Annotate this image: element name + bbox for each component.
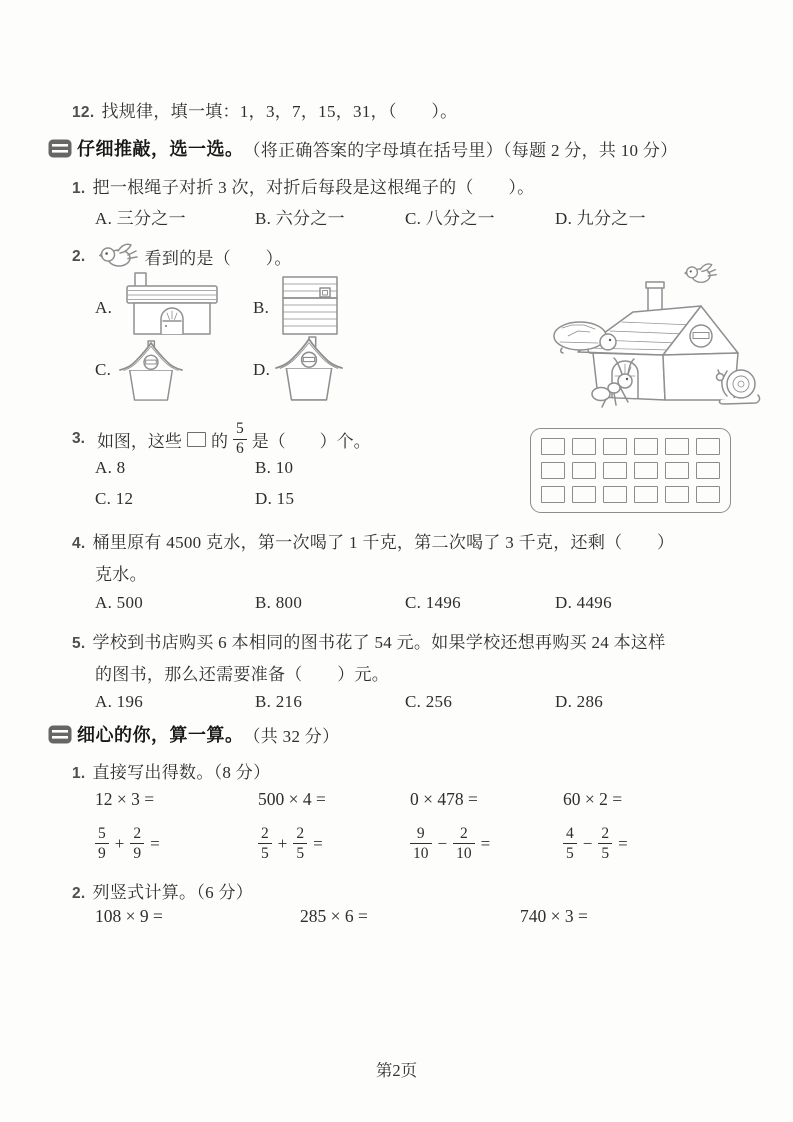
option-b: B. 800 <box>255 593 303 612</box>
fraction-expression <box>410 825 563 862</box>
fraction-denominator: 9 <box>133 844 142 862</box>
calc-item: 285 × 6 = <box>300 906 368 926</box>
grid-cell <box>541 486 565 503</box>
fraction-denominator: 10 <box>456 844 472 862</box>
house-front-view-image <box>272 336 346 402</box>
option-c: C. 256 <box>405 692 453 711</box>
question-number: 4. <box>72 535 86 552</box>
calc-sub1-heading <box>72 758 270 783</box>
option-b: B. 六分之一 <box>255 209 345 228</box>
question-4-line2: 克水。 <box>95 565 147 584</box>
question-text: 学校到书店购买 6 本相同的图书花了 54 元。如果学校还想再购买 24 本这样 <box>92 633 666 652</box>
operator: − <box>582 833 593 853</box>
grid-cell <box>696 462 720 479</box>
section-choice-header <box>48 135 678 161</box>
grid-cell <box>603 438 627 455</box>
grid-cell <box>572 462 596 479</box>
calc-item: 740 × 3 = <box>520 906 588 926</box>
sub-question-text: 列竖式计算。（6 分） <box>92 883 254 902</box>
question-3-options-row1 <box>95 458 293 478</box>
notebook-icon <box>48 725 72 744</box>
question-number: 2. <box>72 247 86 265</box>
operator: + <box>114 833 125 853</box>
question-5-line1 <box>72 628 666 653</box>
grid-cell <box>696 438 720 455</box>
option-c: C. 12 <box>95 489 134 508</box>
option-b: B. 216 <box>255 692 303 711</box>
sub-question-number: 1. <box>72 765 86 782</box>
figure-label-b: B. <box>253 298 270 317</box>
question-number: 12. <box>72 104 95 121</box>
option-d: D. 九分之一 <box>555 209 646 228</box>
fraction-expression <box>258 825 410 862</box>
operator: + <box>277 833 288 853</box>
option-d: D. 4496 <box>555 593 612 612</box>
grid-cell <box>572 438 596 455</box>
section-note: （将正确答案的字母填在括号里）（每题 2 分，共 10 分） <box>243 140 678 160</box>
grid-cell <box>696 486 720 503</box>
question-text: 桶里原有 4500 克水，第一次喝了 1 千克，第二次喝了 3 千克，还剩（ ） <box>92 533 675 552</box>
option-a: A. 8 <box>95 458 126 477</box>
fraction <box>410 826 432 862</box>
fraction <box>563 826 577 862</box>
bird-icon <box>99 243 139 270</box>
question-text-mid: 的 <box>210 431 228 451</box>
question-text: 看到的是（ ）。 <box>144 249 292 268</box>
question-text: 把一根绳子对折 3 次，对折后每段是这根绳子的（ ）。 <box>92 178 535 197</box>
fraction-numerator: 2 <box>133 824 142 842</box>
fraction-numerator: 2 <box>296 824 305 842</box>
option-a: A. 三分之一 <box>95 209 186 228</box>
question-number: 3. <box>72 430 85 447</box>
calc-item: 108 × 9 = <box>95 906 163 926</box>
fraction <box>233 421 247 457</box>
fraction-numerator: 4 <box>566 824 574 842</box>
fraction-bar <box>293 843 307 844</box>
calc-item: 12 × 3 = <box>95 789 155 809</box>
question-2 <box>72 243 292 270</box>
section-title: 仔细推敲，选一选。 <box>77 139 244 159</box>
calc-row-1 <box>95 789 622 810</box>
grid-cell <box>634 438 658 455</box>
option-d: D. 286 <box>555 692 604 711</box>
question-3-options-row2 <box>95 489 294 509</box>
grid-cell <box>572 486 596 503</box>
question-text-pre: 如图，这些 <box>96 431 182 451</box>
grid-cell <box>541 438 565 455</box>
fraction <box>258 826 272 862</box>
house-side-view-image <box>122 272 222 336</box>
figure-label-a: A. <box>95 298 113 317</box>
question-5-options <box>95 692 603 712</box>
option-a: A. 196 <box>95 692 144 711</box>
fraction-bar <box>258 843 272 844</box>
fraction-denominator: 9 <box>98 844 106 862</box>
square-symbol <box>187 432 206 447</box>
question-text: 找规律，填一填：1，3，7，15，31，（ ）。 <box>101 102 458 121</box>
question-number: 5. <box>72 635 86 652</box>
house-scene-image <box>538 256 763 408</box>
house-front-view-image <box>118 340 184 402</box>
fraction-bar <box>563 843 577 844</box>
calc-row-2 <box>95 906 588 927</box>
grid-cell <box>603 462 627 479</box>
option-a: A. 500 <box>95 593 144 612</box>
equals-sign: = <box>313 833 323 853</box>
grid-cell <box>665 486 689 503</box>
question-12 <box>72 97 457 122</box>
section-note: （共 32 分） <box>243 726 340 746</box>
question-4-options <box>95 593 612 613</box>
option-b: B. 10 <box>255 458 294 477</box>
option-d: D. 15 <box>255 489 295 508</box>
calc-item: 60 × 2 = <box>563 789 623 809</box>
notebook-icon <box>48 139 72 158</box>
equals-sign: = <box>618 833 628 853</box>
fraction-bar <box>453 843 475 844</box>
question-4-line1 <box>72 528 674 553</box>
fraction-numerator: 2 <box>601 824 610 842</box>
fraction-denominator: 6 <box>235 440 244 457</box>
equals-sign: = <box>480 833 491 853</box>
equals-sign: = <box>150 833 160 853</box>
question-3 <box>72 417 371 461</box>
fraction-numerator: 2 <box>459 824 468 842</box>
squares-grid <box>530 428 731 513</box>
grid-cell <box>634 486 658 503</box>
fraction <box>453 826 475 862</box>
fraction-denominator: 5 <box>566 844 574 862</box>
fraction <box>293 826 307 862</box>
grid-cell <box>634 462 658 479</box>
fraction-numerator: 5 <box>235 420 244 438</box>
fraction-expression <box>563 825 628 862</box>
fraction-expression <box>95 825 258 862</box>
sub-question-number: 2. <box>72 885 86 902</box>
option-c: C. 1496 <box>405 593 461 612</box>
question-number: 1. <box>72 180 86 197</box>
fraction-denominator: 5 <box>261 844 269 862</box>
calc-item: 0 × 478 = <box>410 789 478 809</box>
grid-cell <box>541 462 565 479</box>
fraction <box>598 826 612 862</box>
fraction-denominator: 5 <box>296 844 305 862</box>
fraction-bar <box>130 843 144 844</box>
fraction-numerator: 5 <box>98 824 106 842</box>
fraction-numerator: 2 <box>261 824 269 842</box>
fraction-bar <box>598 843 612 844</box>
fraction <box>130 826 144 862</box>
question-1-options <box>95 204 646 229</box>
fraction <box>95 826 109 862</box>
option-c: C. 八分之一 <box>405 209 495 228</box>
fraction-calc-row <box>95 820 628 866</box>
grid-cell <box>665 462 689 479</box>
grid-cell <box>665 438 689 455</box>
fraction-numerator: 9 <box>416 824 425 842</box>
operator: − <box>437 833 448 853</box>
question-text-post: 是（ ）个。 <box>251 431 371 451</box>
roof-top-view-image <box>282 276 338 335</box>
question-5-line2: 的图书，那么还需要准备（ ）元。 <box>95 665 390 684</box>
fraction-bar <box>410 843 432 844</box>
fraction-denominator: 10 <box>413 844 429 862</box>
sub-question-text: 直接写出得数。（8 分） <box>92 763 271 782</box>
fraction-denominator: 5 <box>601 844 610 862</box>
section-title: 细心的你，算一算。 <box>77 725 244 745</box>
grid-cell <box>603 486 627 503</box>
page-number: 第2页 <box>375 1061 418 1080</box>
fraction-bar <box>95 843 109 844</box>
figure-label-d: D. <box>253 360 271 379</box>
calc-item: 500 × 4 = <box>258 789 326 809</box>
section-calc-header <box>48 721 339 747</box>
calc-sub2-heading <box>72 878 253 903</box>
figure-label-c: C. <box>95 360 112 379</box>
question-1 <box>72 173 534 198</box>
